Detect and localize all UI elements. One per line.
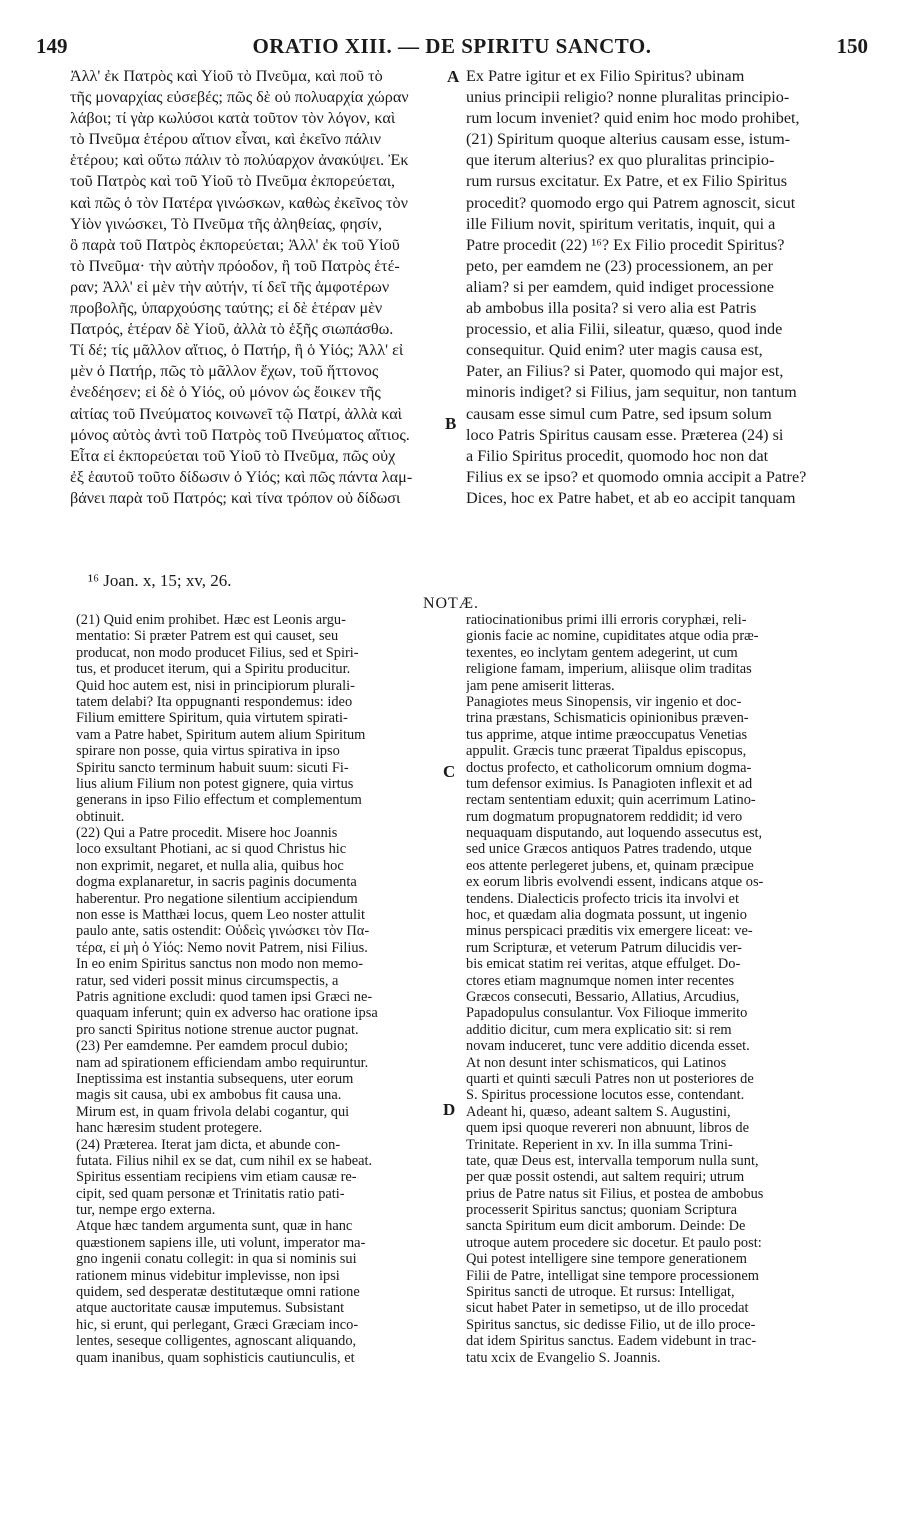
note-text-line: texentes, eo inclytam gentem adegerint, ut cum xyxy=(466,644,738,661)
note-text-line: sancta Spiritum eum dicit amborum. Deinde: De xyxy=(466,1218,746,1235)
note-text-line: Græcos consecuti, Bessario, Allatius, Arcudius, xyxy=(466,988,740,1005)
running-title: ORATIO XIII. — DE SPIRITU SANCTO. xyxy=(252,34,652,58)
note-text-line: hic, si erunt, qui perlegant, Græci Græciam inco- xyxy=(76,1316,359,1333)
note-text-line: dat idem Spiritus sanctus. Eadem videbunt in trac- xyxy=(466,1333,757,1350)
note-text-line: minus perspicaci præditis vix emergere liceat: ve- xyxy=(466,923,753,940)
note-text-line: trina præstans, Schismaticis opinionibus præven- xyxy=(466,710,749,727)
note-text-line: spirare non posse, quia virtus spirativa in ipso xyxy=(76,743,340,760)
latin-text-line: procedit? quomodo ergo qui Patrem agnoscit, sicut xyxy=(466,193,796,212)
latin-text-line: processio, et alia Filii, sileatur, quæso, quod inde xyxy=(466,320,783,339)
latin-text-line: rum rursus excitatur. Ex Patre, et ex Filio Spiritus xyxy=(466,172,788,191)
note-text-line: processerit Spiritus sanctus; quoniam Scriptura xyxy=(466,1202,737,1219)
note-text-line: generans in ipso Filio effectum et complementum xyxy=(76,792,362,809)
greek-text-line: αἰτίας τοῦ Πνεύματος κοινωνεῖ τῷ Πατρί, ἀλλὰ καὶ xyxy=(70,404,403,423)
note-text-line: Quid hoc autem est, nisi in principiorum plurali- xyxy=(76,677,355,694)
latin-text-line: aliam? si per eamdem, quid indiget processione xyxy=(466,277,774,296)
note-text-line: tatem delabi? Ita oppugnanti respondemus: ideo xyxy=(76,693,353,710)
note-text-line: bis emicat statim rei veritas, atque effulget. Do- xyxy=(466,956,741,973)
latin-text-line: consequitur. Quid enim? uter magis causa est, xyxy=(466,341,763,360)
latin-text-line: peto, per eamdem ne (23) processionem, an per xyxy=(466,256,773,275)
latin-text-line: (21) Spiritum quoque alterius causam esse, istum- xyxy=(466,130,791,149)
greek-text-line: μόνος αὐτὸς ἀντὶ τοῦ Πατρὸς τοῦ Πνεύματος αἴτιος. xyxy=(70,425,410,444)
latin-text-line: Patre procedit (22) ¹⁶? Ex Filio procedit Spiritus? xyxy=(466,235,785,254)
note-text-line: jam pene amiserit litteras. xyxy=(466,677,615,694)
note-text-line: rationem minus videbitur implevisse, non ipsi xyxy=(76,1267,340,1284)
note-text-line: Spiritus sancti de utroque. Et rursus: Intelligat, xyxy=(466,1284,735,1301)
greek-text-line: Εἶτα εἰ ἐκπορεύεται τοῦ Υἱοῦ τὸ Πνεῦμα, πῶς οὐχ xyxy=(70,446,396,465)
greek-text-line: βάνει παρὰ τοῦ Πατρός; καὶ τίνα τρόπον οὐ δίδωσι xyxy=(70,488,401,507)
note-text-line: Spiritus sanctus, sic dedisse Filio, ut de illo proce- xyxy=(466,1316,756,1333)
note-text-line: atque auctoritate causæ imputemus. Subsistant xyxy=(76,1300,345,1317)
note-text-line: loco exsultant Photiani, ac si quod Christus hic xyxy=(76,841,347,858)
greek-text-line: προβολῆς, ὑπαρχούσης ταύτης; εἰ δὲ ἑτέραν μὲν xyxy=(70,299,383,318)
greek-text-line: ὃ παρὰ τοῦ Πατρὸς ἐκπορεύεται; Ἀλλ' ἐκ τοῦ Υἱοῦ xyxy=(70,235,400,254)
right-page-number: 150 xyxy=(836,34,868,58)
note-text-line: sed unice Græcos antiquos Patres tradendo, utque xyxy=(466,841,752,858)
note-text-line: sicut habet Pater in semetipso, ut de illo procedat xyxy=(466,1300,749,1317)
note-text-line: ratiocinationibus primi illi erroris coryphæi, reli- xyxy=(466,612,747,628)
left-page-number: 149 xyxy=(36,34,68,58)
latin-text-line: Filius ex se ipso? et quomodo omnia accipit a Patre? xyxy=(466,467,807,486)
note-text-line: lentes, seseque colligentes, agnoscant aliquando, xyxy=(76,1333,357,1350)
note-text-line: S. Spiritus processione locutos esse, contendant. xyxy=(466,1087,745,1104)
note-text-line: nam ad spirationem efficiendam ambo requiruntur. xyxy=(76,1054,369,1071)
latin-text-line: ab ambobus illa posita? si vero alia est Patris xyxy=(466,299,757,318)
latin-text-line: minoris indiget? si Filius, jam sequitur, non tantum xyxy=(466,383,797,402)
note-text-line: Filii de Patre, intelligat sine tempore processionem xyxy=(466,1267,759,1284)
footnote: ¹⁶ Joan. x, 15; xv, 26. xyxy=(88,571,232,590)
note-text-line: Trinitate. Reperient in xv. In illa summa Trini- xyxy=(466,1136,733,1153)
greek-text-line: ἑτέρου; καὶ οὕτω πάλιν τὸ πολύαρχον ἀνακύψει. Ἐκ xyxy=(70,151,409,170)
note-text-line: non exprimit, negaret, et nulla alia, quibus hoc xyxy=(76,857,344,874)
note-text-line: eos attente perlegeret jubens, et, quinam præcipue xyxy=(466,857,754,874)
note-text-line: lius alium Filium non potest gignere, quia virtus xyxy=(76,775,354,792)
note-text-line: novam induceret, tunc vere additio dicenda esset. xyxy=(466,1038,750,1055)
greek-text-line: Υἱὸν γινώσκει, Τὸ Πνεῦμα τῆς ἀληθείας, φησίν, xyxy=(70,214,383,233)
note-text-line: ctores etiam magnumque nomen inter recentes xyxy=(466,972,735,989)
greek-text-line: Τί δέ; τίς μᾶλλον αἴτιος, ὁ Πατήρ, ἢ ὁ Υἱός; Ἀλλ' εἰ xyxy=(70,341,404,360)
note-text-line: dogma explanaretur, in sacris paginis documenta xyxy=(76,874,357,891)
note-text-line: quam inanibus, quam sophisticis cautiunculis, et xyxy=(76,1349,355,1366)
note-text-line: additio dicitur, cum mera explicatio sit: si rem xyxy=(466,1021,732,1038)
note-text-line: tus apprime, atque intime præoccupatus Venetias xyxy=(466,726,748,743)
latin-text-line: rum locum inveniet? quid enim hoc modo prohibet, xyxy=(466,109,800,128)
note-text-line: haberentur. Pro negatione silentium accipiendum xyxy=(76,890,358,907)
greek-text-line: Πατρός, ἑτέραν δὲ Υἱοῦ, ἀλλὰ τὸ ἑξῆς σιωπάσθω. xyxy=(70,320,394,339)
latin-text-line: Dices, hoc ex Patre habet, et ab eo accipit tanquam xyxy=(466,488,796,507)
greek-text-line: καὶ πῶς ὁ τὸν Πατέρα γινώσκων, καθὼς ἐκεῖνος τὸν xyxy=(70,193,408,212)
note-text-line: tendens. Dialecticis profecto tricis ita involvi et xyxy=(466,890,739,907)
latin-text-line: unius principii religio? nonne pluralitas principio- xyxy=(466,88,790,107)
notes-right-column xyxy=(466,612,868,1366)
note-text-line: Filium emittere Spiritum, quia virtutem spirati- xyxy=(76,710,348,727)
greek-text-line: τὸ Πνεῦμα· τὴν αὐτὴν πρόοδον, ἢ τοῦ Πατρὸς ἑτέ- xyxy=(70,256,400,275)
note-text-line: Spiritu sancto terminum habuit suum: sicuti Fi- xyxy=(76,759,349,776)
latin-text-line: a Filio Spiritus procedit, quomodo hoc non dat xyxy=(466,446,769,465)
note-text-line: ratur, sed videri possit minus circumspectis, a xyxy=(76,972,339,989)
note-text-line: utroque autem procedere sic docetur. Et paulo post: xyxy=(466,1234,762,1251)
note-text-line: τέρα, εἰ μὴ ὁ Υἱός: Nemo novit Patrem, nisi Filius. xyxy=(76,939,368,956)
greek-text-line: Ἀλλ' ἐκ Πατρὸς καὶ Υἱοῦ τὸ Πνεῦμα, καὶ ποῦ τὸ xyxy=(70,67,383,85)
note-text-line: tur, nempe ergo externa. xyxy=(76,1202,216,1219)
note-text-line: Atque hæc tandem argumenta sunt, quæ in hanc xyxy=(76,1218,353,1235)
note-text-line: producat, non modo producet Filius, sed et Spiri- xyxy=(76,644,359,661)
note-text-line: Qui potest intelligere sine tempore generationem xyxy=(466,1251,747,1268)
note-text-line: pro sancti Spiritus notione strenue auctor pugnat. xyxy=(76,1021,359,1038)
note-text-line: (24) Præterea. Iterat jam dicta, et abunde con- xyxy=(76,1136,341,1153)
note-text-line: (23) Per eamdemne. Per eamdem procul dubio; xyxy=(76,1038,349,1055)
greek-text-line: τοῦ Πατρὸς καὶ τοῦ Υἱοῦ τὸ Πνεῦμα ἐκπορεύεται, xyxy=(70,172,396,191)
note-text-line: In eo enim Spiritus sanctus non modo non memo- xyxy=(76,956,363,973)
latin-text-line: Ex Patre igitur et ex Filio Spiritus? ubinam xyxy=(466,67,745,85)
note-text-line: tate, quæ Deus est, intervalla temporum nulla sunt, xyxy=(466,1152,759,1169)
greek-text-line: μὲν ὁ Πατήρ, πῶς τὸ μᾶλλον ἔχων, τοῦ ἥττονος xyxy=(70,362,379,381)
note-text-line: gno ingenii conatu collegit: in qua si nominis sui xyxy=(76,1251,357,1268)
note-text-line: gionis facie ac nomine, cupiditates atque odia præ- xyxy=(466,628,759,645)
greek-text-line: ἐνεδέησεν; εἰ δὲ ὁ Υἱός, οὐ μόνον ὡς ἔοικεν τῆς xyxy=(70,383,381,402)
margin-marker-b: B xyxy=(445,414,457,433)
greek-text-column xyxy=(70,66,448,509)
note-text-line: cipit, sed quam personæ et Trinitatis ratio pati- xyxy=(76,1185,345,1202)
note-text-line: magis sit causa, ubi ex ambobus fit causa una. xyxy=(76,1087,342,1104)
latin-text-line: que iterum alterius? ex quo pluralitas principio- xyxy=(466,151,775,170)
note-text-line: Spiritus essentiam recipiens vim etiam causæ re- xyxy=(76,1169,357,1186)
note-text-line: hanc hæresim student protegere. xyxy=(76,1120,263,1137)
note-text-line: per quæ possit ostendi, aut saltem requiri; utrum xyxy=(466,1169,745,1186)
note-text-line: quarti et quinti sæculi Patres non ut posteriores de xyxy=(466,1070,754,1087)
note-text-line: Patris agnitione excludi: quod tamen ipsi Græci ne- xyxy=(76,988,373,1005)
greek-text-line: τὸ Πνεῦμα ἑτέρου αἴτιον εἶναι, καὶ ἐκεῖνο πάλιν xyxy=(70,130,382,149)
note-text-line: ex eorum libris evolvendi essent, indicans atque os- xyxy=(466,874,764,891)
note-text-line: vam a Patre habet, Spiritum autem alium Spiritum xyxy=(76,726,366,743)
greek-text-line: ραν; Ἀλλ' εἰ μὲν τὴν αὐτήν, τί δεῖ τῆς ἀμφοτέρων xyxy=(70,277,390,296)
greek-text-line: τῆς μοναρχίας εὐσεβές; πῶς δὲ οὐ πολυαρχία χώραν xyxy=(70,88,409,107)
latin-text-column xyxy=(466,66,868,509)
note-text-line: prius de Patre natus sit Filius, et postea de ambobus xyxy=(466,1185,764,1202)
note-text-line: obtinuit. xyxy=(76,808,125,825)
note-text-line: religione famam, imperium, aliisque olim traditas xyxy=(466,661,752,678)
latin-text-line: Pater, an Filius? si Pater, quomodo qui major est, xyxy=(466,362,784,381)
notes-heading: NOTÆ. xyxy=(422,595,480,612)
note-text-line: At non desunt inter schismaticos, qui Latinos xyxy=(466,1054,727,1071)
margin-marker-d: D xyxy=(443,1100,456,1119)
note-text-line: nequaquam disputando, aut loquendo assecutus est, xyxy=(466,825,763,842)
margin-marker-a: A xyxy=(447,67,460,86)
note-text-line: Adeant hi, quæso, adeant saltem S. Augustini, xyxy=(466,1103,731,1120)
running-head xyxy=(36,34,868,64)
note-text-line: non esse is Matthæi locus, quem Leo noster attulit xyxy=(76,907,365,924)
note-text-line: Ineptissima est instantia subsequens, uter eorum xyxy=(76,1070,354,1087)
note-text-line: rum dogmatum propugnatorem reddidit; id vero xyxy=(466,808,743,825)
note-text-line: Papadopulus consulantur. Vox Filioque immerito xyxy=(466,1005,748,1022)
note-text-line: Mirum est, in quam frivola delabi cogantur, qui xyxy=(76,1103,350,1120)
note-text-line: quem ipsi quoque revereri non abnuunt, libros de xyxy=(466,1120,749,1137)
note-text-line: hoc, et quædam alia dogmata possunt, ut ingenio xyxy=(466,907,747,924)
note-text-line: tatu xcix de Evangelio S. Joannis. xyxy=(466,1349,661,1366)
note-text-line: quaquam inferunt; quin ex adverso hac oratione ipsa xyxy=(76,1005,378,1022)
greek-text-line: ἐξ ἑαυτοῦ τοῦτο δίδωσιν ὁ Υἱός; καὶ πῶς πάντα λαμ- xyxy=(70,467,413,486)
note-text-line: quæstionem sapiens ille, uti volunt, imperator ma- xyxy=(76,1234,366,1251)
latin-text-line: causam esse simul cum Patre, sed ipsum solum xyxy=(466,404,772,423)
note-text-line: appulit. Græcis tunc præerat Tipaldus episcopus, xyxy=(466,743,747,760)
note-text-line: futata. Filius nihil ex se dat, cum nihil ex se habeat. xyxy=(76,1152,373,1169)
note-text-line: rum Scripturæ, et veterum Patrum dilucidis ver- xyxy=(466,939,742,956)
note-text-line: mentatio: Si præter Patrem est qui causet, seu xyxy=(76,628,339,645)
note-text-line: (22) Qui a Patre procedit. Misere hoc Joannis xyxy=(76,825,338,842)
note-text-line: Panagiotes meus Sinopensis, vir ingenio et doc- xyxy=(466,693,742,710)
note-text-line: (21) Quid enim prohibet. Hæc est Leonis argu- xyxy=(76,612,346,628)
note-text-line: tum defensor eximius. Is Panagioten inflexit et ad xyxy=(466,775,753,792)
latin-text-line: loco Patris Spiritus causam esse. Præterea (24) si xyxy=(466,425,784,444)
notes-left-column xyxy=(76,612,442,1366)
note-text-line: doctus profecto, et catholicorum omnium dogma- xyxy=(466,759,752,776)
latin-text-line: ille Filium novit, spiritum veritatis, inquit, qui a xyxy=(466,214,776,233)
greek-text-line: λάβοι; τί γὰρ κωλύσοι κατὰ τοῦτον τὸν λόγον, καὶ xyxy=(70,109,396,128)
note-text-line: rectam sententiam eduxit; quin acerrimum Latino- xyxy=(466,792,756,809)
note-text-line: tus, et producet iterum, qui a Spiritu producitur. xyxy=(76,661,351,678)
note-text-line: paulo ante, satis ostendit: Οὐδεὶς γινώσκει τὸν Πα- xyxy=(76,923,370,940)
margin-marker-c: C xyxy=(443,762,456,781)
note-text-line: quidem, sed desperatæ destitutæque omni ratione xyxy=(76,1284,360,1301)
